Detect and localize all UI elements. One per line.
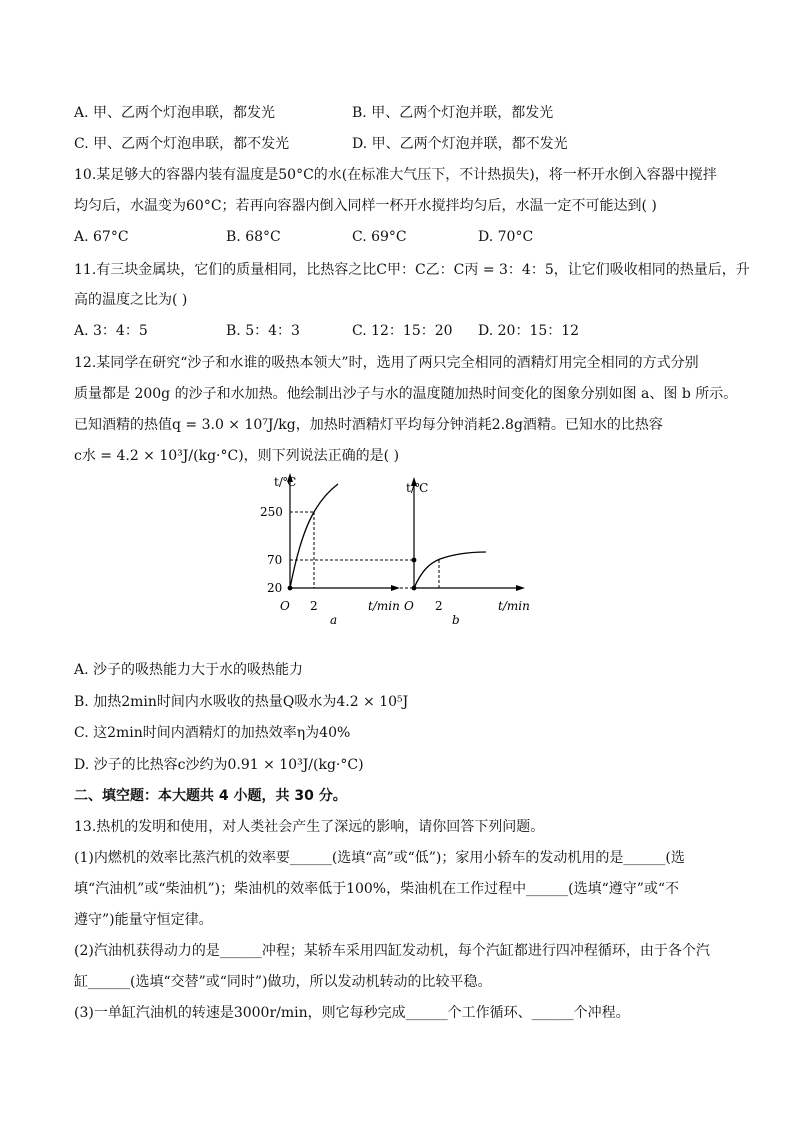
q12-option-b: B. 加热2min时间内水吸收的热量Q吸水为4.2 × 10⁵J [74, 694, 409, 710]
q12-stem-line4: c水 = 4.2 × 10³J/(kg·°C)，则下列说法正确的是( ) [74, 448, 400, 464]
graph-b-caption: b [452, 613, 460, 627]
graph-b-start-point [412, 586, 417, 591]
graph-a-tick-70: 70 [267, 553, 283, 567]
q13-stem-line5: (2)汽油机获得动力的是______冲程；某轿车采用四缸发动机，每个汽缸都进行四冲程循环，由于各个汽 [74, 943, 710, 959]
graph-a-tick-250: 250 [260, 505, 283, 519]
q11-option-a: A. 3：4：5 [74, 323, 148, 339]
graph-b-origin: O [404, 599, 414, 613]
q11-stem-line2: 高的温度之比为( ) [74, 292, 188, 308]
graph-b-x-label: t/min [498, 599, 530, 613]
q13-stem-line1: 13.热机的发明和使用，对人类社会产生了深远的影响，请你回答下列问题。 [74, 819, 545, 835]
q13-stem-line2: (1)内燃机的效率比蒸汽机的效率要______(选填“高”或“低”)；家用小轿车的发动机用的是______(选 [74, 850, 685, 866]
graph-b-curve [414, 552, 486, 588]
q12-option-c: C. 这2min时间内酒精灯的加热效率η为40% [74, 725, 351, 741]
graph-b-point-70 [412, 558, 417, 563]
q11-option-c: C. 12：15：20 [352, 323, 453, 339]
graph-a [260, 473, 415, 627]
graph-a-caption: a [330, 613, 338, 627]
q13-stem-line7: (3)一单缸汽油机的转速是3000r/min，则它每秒完成______个工作循环、______个冲程。 [74, 1005, 630, 1021]
graph-a-x-label: t/min [368, 599, 400, 613]
q12-stem-line1: 12.某同学在研究“沙子和水谁的吸热本领大”时，选用了两只完全相同的酒精灯用完全相同的方式分别 [74, 355, 699, 371]
q12-stem-line2: 质量都是 200g 的沙子和水加热。他绘制出沙子与水的温度随加热时间变化的图象分别如图 a、图 b 所示。 [74, 386, 738, 402]
q9-option-b: B. 甲、乙两个灯泡并联，都发光 [352, 105, 554, 121]
q10-option-b: B. 68°C [226, 229, 281, 245]
q10-option-c: C. 69°C [352, 229, 407, 245]
q11-option-d: D. 20：15：12 [478, 323, 580, 339]
q12-stem-line3: 已知酒精的热值q = 3.0 × 10⁷J/kg，加热时酒精灯平均每分钟消耗2.8g酒精。已知水的比热容 [74, 417, 663, 433]
q11-stem-line1: 11.有三块金属块，它们的质量相同，比热容之比C甲：C乙：C丙 = 3：4：5，让它们吸收相同的热量后，升 [74, 262, 750, 278]
q10-option-a: A. 67°C [74, 229, 129, 245]
q13-stem-line6: 缸______(选填“交替”或“同时”)做功，所以发动机转动的比较平稳。 [74, 974, 492, 990]
graph-a-y-label: t/℃ [274, 475, 297, 489]
q10-option-d: D. 70°C [478, 229, 534, 245]
graph-a-origin: O [280, 599, 290, 613]
q9-option-a: A. 甲、乙两个灯泡串联，都发光 [74, 105, 276, 121]
q10-stem-line1: 10.某足够大的容器内装有温度是50°C的水(在标准大气压下，不计热损失)，将一杯开水倒入容器中搅拌 [74, 167, 717, 183]
q10-stem-line2: 均匀后，水温变为60°C；若再向容器内倒入同样一杯开水搅拌均匀后，水温一定不可能达到( ) [74, 198, 657, 214]
graph-b [404, 477, 530, 627]
graph-b-y-label: t/℃ [406, 481, 429, 495]
q11-option-b: B. 5：4：3 [226, 323, 300, 339]
q12-figure [250, 468, 540, 634]
q13-stem-line4: 遵守”)能量守恒定律。 [74, 912, 213, 928]
section-heading: 二、填空题：本大题共 4 小题，共 30 分。 [74, 788, 347, 804]
q13-stem-line3: 填“汽油机”或“柴油机”)；柴油机的效率低于100%，柴油机在工作过程中______(选填“遵守”或“不 [74, 881, 680, 897]
graph-b-x-arrow [516, 585, 525, 591]
q9-option-c: C. 甲、乙两个灯泡串联，都不发光 [74, 136, 290, 152]
q12-option-a: A. 沙子的吸热能力大于水的吸热能力 [74, 662, 304, 678]
q12-option-d: D. 沙子的比热容c沙约为0.91 × 10³J/(kg·°C) [74, 757, 364, 773]
graph-b-tick-x2: 2 [435, 599, 443, 613]
graph-a-tick-x2: 2 [310, 599, 318, 613]
graph-a-tick-20: 20 [267, 581, 283, 595]
q9-option-d: D. 甲、乙两个灯泡并联，都不发光 [352, 136, 568, 152]
